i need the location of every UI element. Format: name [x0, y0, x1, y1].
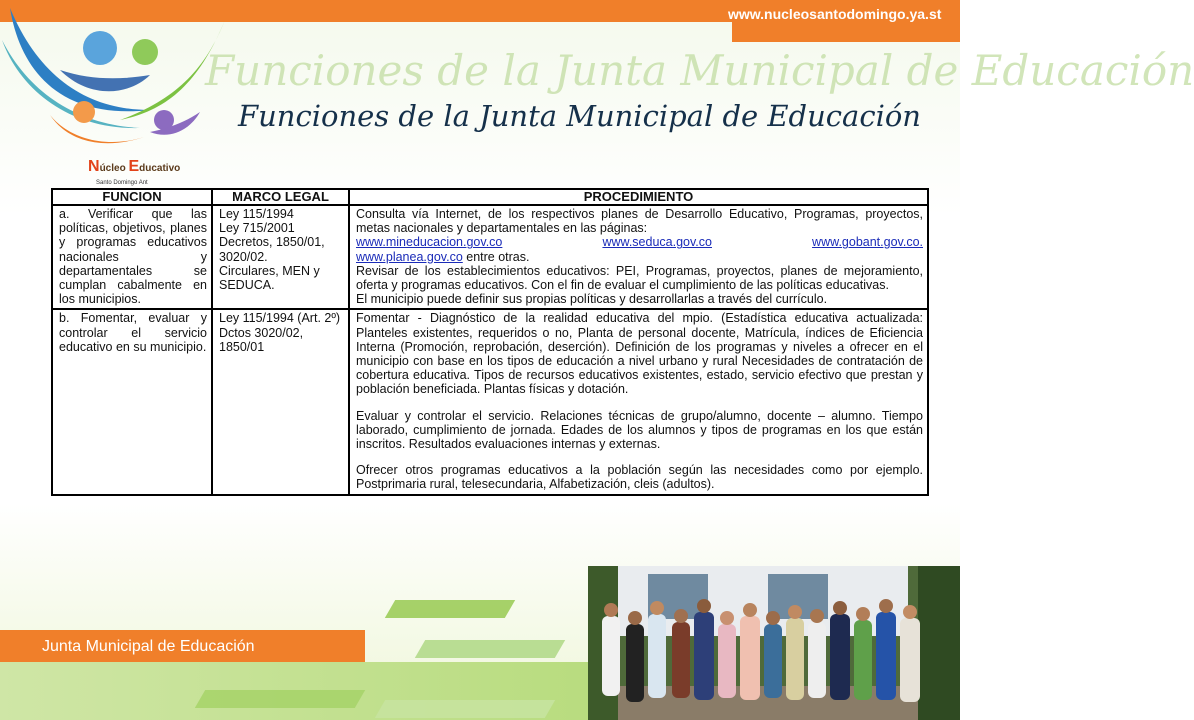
- decorative-stripe: [385, 600, 515, 618]
- logo-figure-head-green: [132, 39, 158, 65]
- logo-swoosh-green: [120, 20, 225, 120]
- link-row: [356, 235, 923, 249]
- funcion-cell: a. Verificar que las políticas, objetivos, planes y programas educativos nacionales y departamentales se cumplan cabalmente en los municipios.: [52, 205, 212, 309]
- spacer: [356, 397, 923, 409]
- logo-figure-head-orange: [73, 101, 95, 123]
- logo-figure-head-blue: [83, 31, 117, 65]
- procedimiento-text: Consulta vía Internet, de los respectivos planes de Desarrollo Educativo, Programas, proyectos, metas nacionales y departamentales en las páginas:: [356, 207, 923, 236]
- link-suffix: entre otras.: [462, 249, 530, 264]
- decorative-stripe: [375, 700, 555, 718]
- header-procedimiento: PROCEDIMIENTO: [349, 189, 928, 205]
- link-mineducacion[interactable]: www.mineducacion.gov.co: [356, 235, 503, 250]
- procedimiento-cell: [349, 205, 928, 309]
- link-planea[interactable]: www.planea.gov.co: [356, 249, 463, 264]
- link-row-2: [356, 250, 923, 264]
- link-gobant[interactable]: www.gobant.gov.co.: [812, 235, 923, 250]
- procedimiento-text: Revisar de los establecimientos educativos: PEI, Programas, proyectos, planes de mejoramiento, oferta y programas educativos. Con el fin de evaluar el cumplimiento de las políticas educativas.: [356, 263, 923, 293]
- procedimiento-cell: [349, 309, 928, 494]
- marco-item: Ley 115/1994 (Art. 2º): [219, 311, 341, 326]
- logo-text: Núcleo Educativo: [88, 158, 181, 175]
- marco-item: Ley 715/2001: [219, 221, 295, 236]
- logo-swoosh-blue: [10, 8, 150, 111]
- table-row: [52, 205, 928, 309]
- footer-label: Junta Municipal de Educación: [42, 638, 255, 655]
- page-title: Funciones de la Junta Municipal de Educación: [238, 99, 921, 133]
- functions-table: [51, 188, 929, 496]
- marco-item: Circulares, MEN y SEDUCA.: [219, 263, 320, 293]
- logo-subtitle: Santo Domingo Ant: [96, 180, 148, 186]
- site-url[interactable]: www.nucleosantodomingo.ya.st: [728, 6, 942, 22]
- header-funcion: FUNCION: [52, 189, 212, 205]
- group-photo: [588, 566, 960, 720]
- decorative-stripe: [195, 690, 365, 708]
- table-header-row: [52, 189, 928, 205]
- spacer: [356, 451, 923, 463]
- procedimiento-text: Fomentar - Diagnóstico de la realidad educativa del mpio. (Estadística educativa actualizada: Planteles existentes, requeridos o no, Planta de personal docente, Matrícula, índices de Eficiencia Interna (Promoción, reprobación, deserción). Definición de los programas y niveles a ofrecer en el municipio con base en los tipos de educación a nivel urbano y rural Necesidades de contratación de cobertura educativa. Tipos de recursos educativos existentes, estado, servicio efectivo que prestan y población beneficiada. Plantas físicas y dotación.: [356, 311, 923, 397]
- procedimiento-text: Ofrecer otros programas educativos a la población según las necesidades como por ejemplo. Postprimaria rural, telesecundaria, Alfabetización, cleis (adultos).: [356, 463, 923, 492]
- procedimiento-text: El municipio puede definir sus propias políticas y desarrollarlas a través del currículo.: [356, 292, 828, 307]
- marco-item: Ley 115/1994: [219, 207, 294, 221]
- funcion-cell: b. Fomentar, evaluar y controlar el servicio educativo en su municipio.: [52, 309, 212, 494]
- header-marco-legal: MARCO LEGAL: [212, 189, 349, 205]
- marco-legal-cell: [212, 205, 349, 309]
- procedimiento-text: Evaluar y controlar el servicio. Relaciones técnicas de grupo/alumno, docente – alumno. Tiempo laborado, cumplimiento de jornada. Edades de los alumnos y tipos de programas en los que están inscritos. Resultados evaluaciones internas y externas.: [356, 408, 923, 452]
- tree: [918, 566, 960, 720]
- marco-legal-cell: [212, 309, 349, 494]
- table-row: [52, 309, 928, 494]
- logo-swoosh-orange: [50, 115, 150, 143]
- link-seduca[interactable]: www.seduca.gov.co: [602, 235, 712, 250]
- marco-item: Dctos 3020/02, 1850/01: [219, 325, 304, 354]
- decorative-stripe: [415, 640, 565, 658]
- logo-figure-body: [60, 70, 150, 91]
- marco-item: Decretos, 1850/01, 3020/02.: [219, 235, 325, 264]
- title-watermark: Funciones de la Junta Municipal de Educación: [205, 46, 1194, 95]
